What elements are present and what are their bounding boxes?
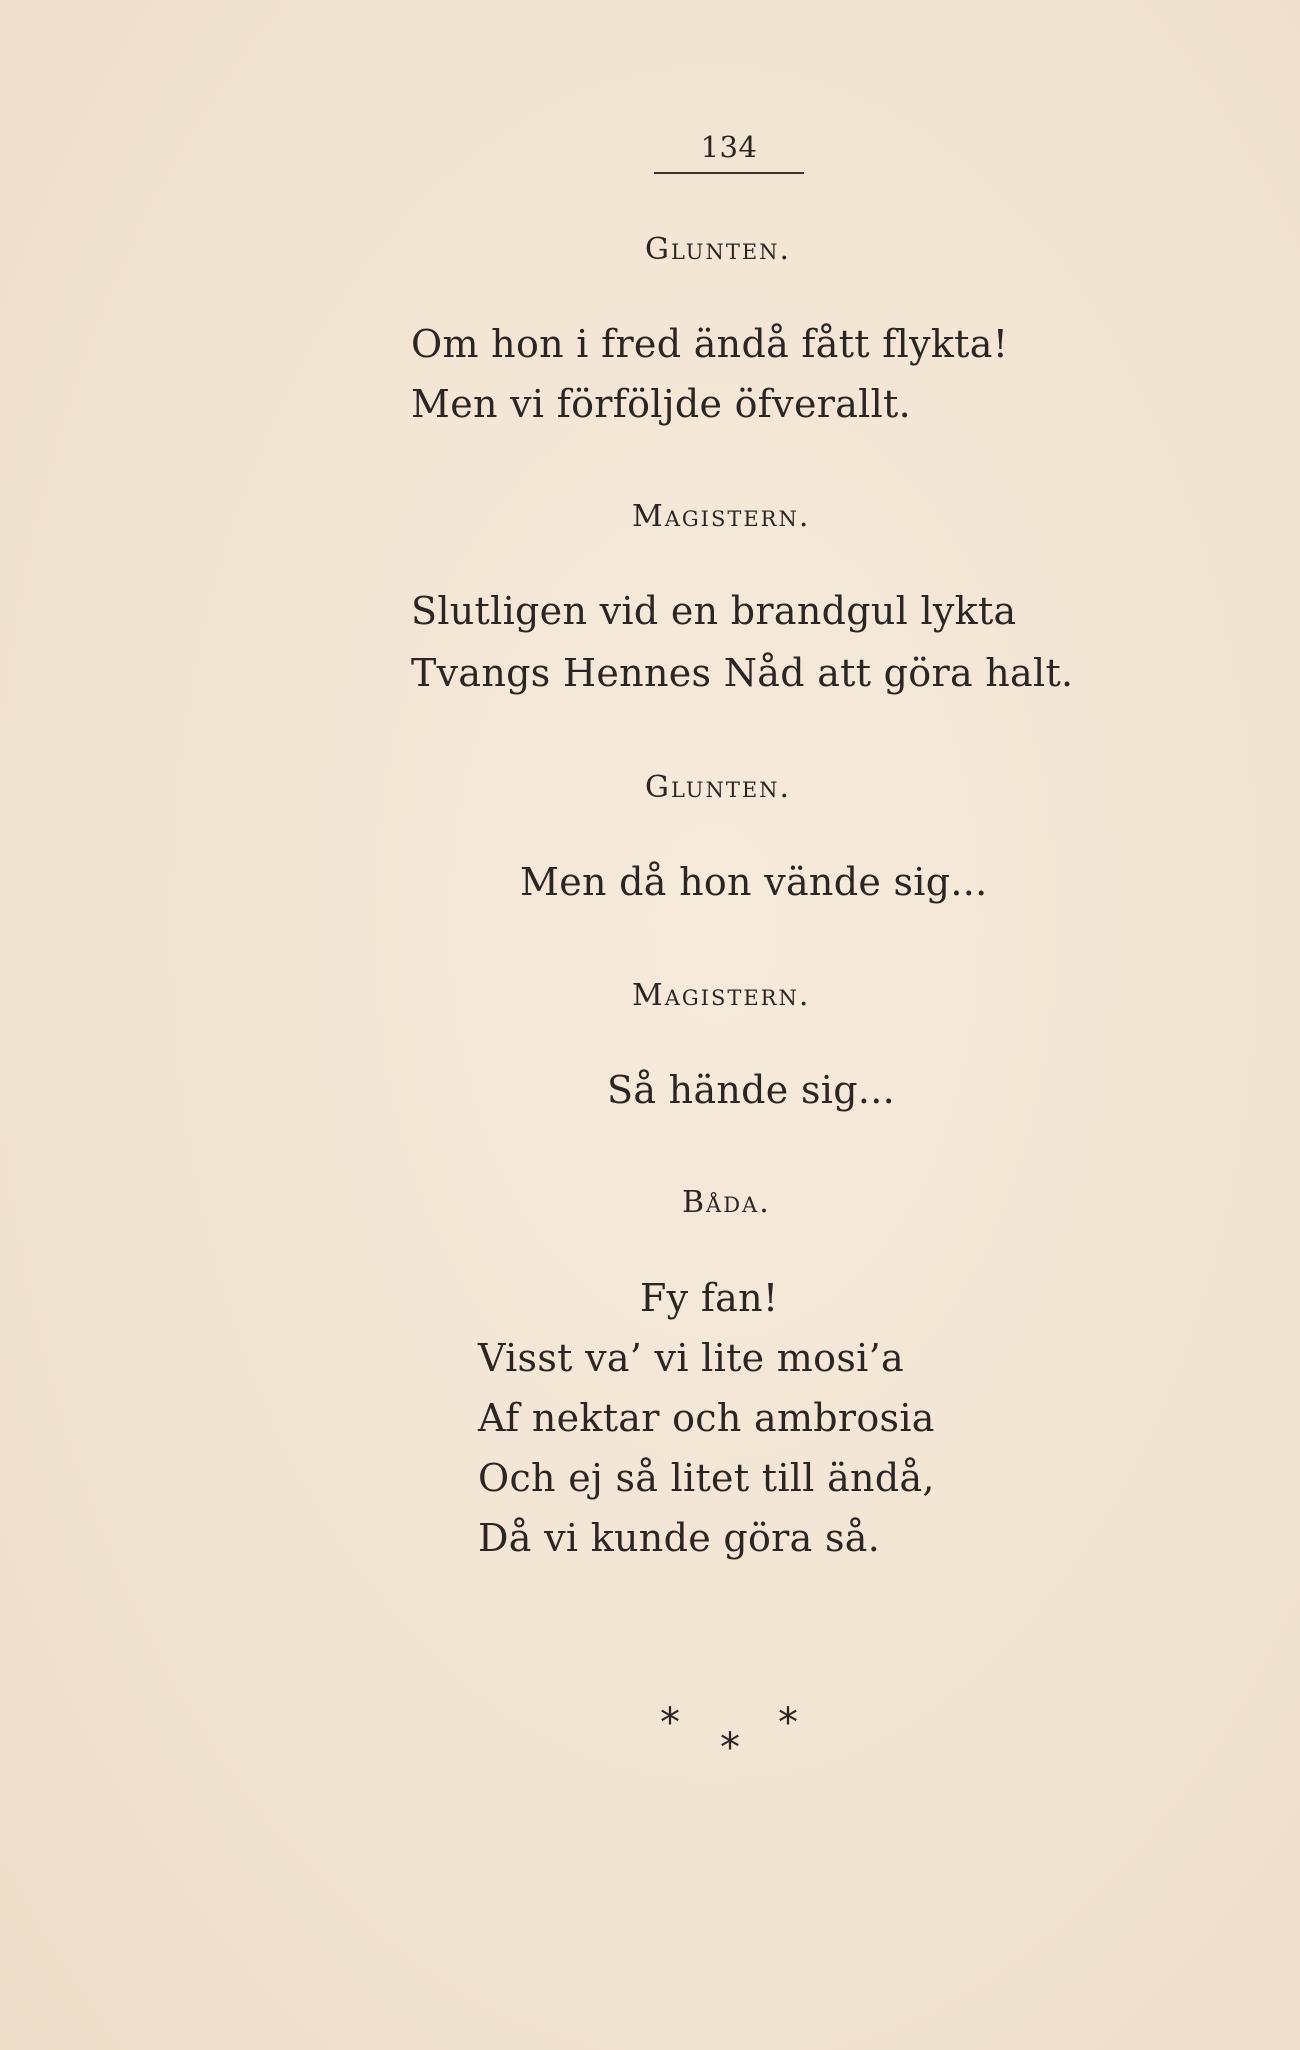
verse-line: Slutligen vid en brandgul lykta xyxy=(411,589,1017,633)
speaker-label: Glunten. xyxy=(645,232,792,267)
speaker-label: Magistern. xyxy=(632,978,811,1013)
verse-line: Och ej så litet till ändå, xyxy=(478,1456,935,1500)
verse-line: Tvangs Hennes Nåd att göra halt. xyxy=(411,651,1074,695)
speaker-label: Båda. xyxy=(682,1185,771,1220)
asterisk-ornament: * xyxy=(720,1725,740,1771)
verse-line: Men då hon vände sig... xyxy=(520,860,988,904)
asterisk-ornament: * xyxy=(660,1700,680,1746)
verse-line: Visst va’ vi lite mosi’a xyxy=(478,1336,904,1380)
asterisk-ornament: * xyxy=(778,1700,798,1746)
verse-line: Då vi kunde göra så. xyxy=(478,1516,881,1560)
verse-line: Men vi förföljde öfverallt. xyxy=(411,382,912,426)
verse-line: Så hände sig... xyxy=(607,1068,895,1112)
verse-line: Om hon i fred ändå fått flykta! xyxy=(411,322,1009,366)
page-number: 134 xyxy=(700,130,758,164)
verse-line: Fy fan! xyxy=(640,1276,779,1320)
header-rule xyxy=(654,172,804,174)
speaker-label: Magistern. xyxy=(632,499,811,534)
speaker-label: Glunten. xyxy=(645,770,792,805)
verse-line: Af nektar och ambrosia xyxy=(478,1396,935,1440)
